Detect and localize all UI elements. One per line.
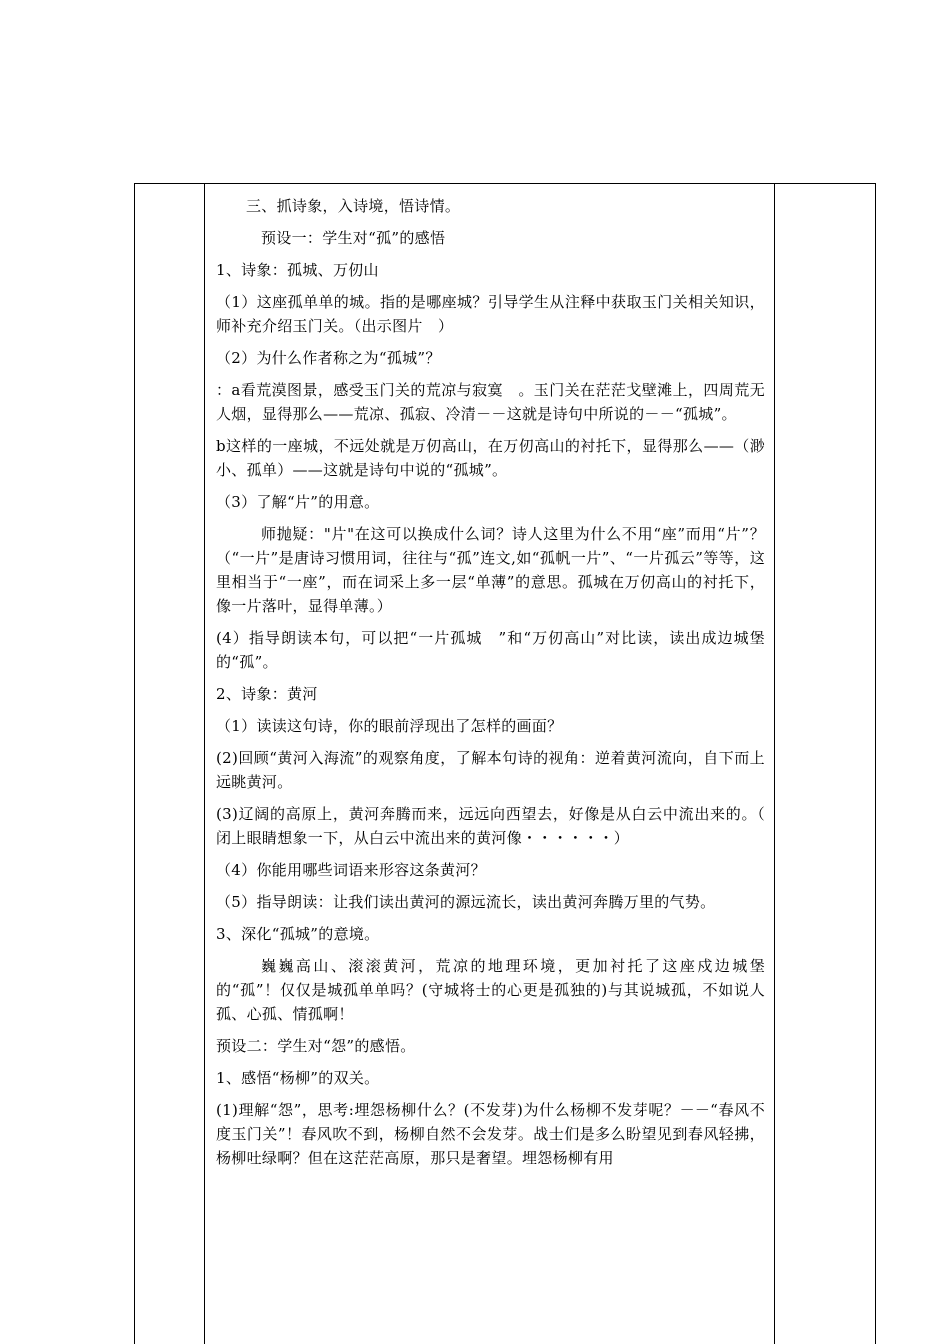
lesson-plan-table [134, 183, 876, 1344]
willow-heading: 1、感悟“杨柳”的双关。 [216, 1069, 380, 1087]
paragraph: 巍巍高山、滚滚黄河，荒凉的地理环境，更加衬托了这座戍边城堡的“孤”！仅仅是城孤单单吗？(守城将士的心更是孤独的)与其说城孤，不如说人孤、心孤、情孤啊！ [216, 957, 765, 1023]
paragraph: (3)辽阔的高原上，黄河奔腾而来，远远向西望去，好像是从白云中流出来的。（ 闭上眼睛想象一下，从白云中流出来的黄河像・・・・・・） [216, 805, 765, 847]
paragraph: ：a看荒漠图景，感受玉门关的荒凉与寂寞 。玉门关在茫茫戈壁滩上，四周荒无人烟，显得那么——荒凉、孤寂、冷清－－这就是诗句中所说的－－“孤城”。 [216, 381, 765, 423]
poem-image-heading-1: 1、诗象：孤城、万仞山 [216, 261, 379, 279]
paragraph: 师抛疑："片"在这可以换成什么词？诗人这里为什么不用“座”而用“片”？（“一片”是唐诗习惯用词，往往与“孤”连文,如“孤帆一片”、“一片孤云”等等，这里相当于“一座”，而在词采上多一层“单薄”的意思。孤城在万仞高山的衬托下，像一片落叶，显得单薄。） [216, 525, 765, 615]
paragraph: (2)回顾“黄河入海流”的观察角度，了解本句诗的视角：逆着黄河流向，自下而上远眺黄河。 [216, 749, 765, 791]
preset-two-heading: 预设二：学生对“怨”的感悟。 [216, 1037, 416, 1055]
section-heading: 三、抓诗象，入诗境，悟诗情。 [246, 197, 461, 215]
paragraph: (4）指导朗读本句，可以把“一片孤城 ”和“万仞高山”对比读，读出成边城堡的“孤”。 [216, 629, 765, 671]
paragraph: （1）读读这句诗，你的眼前浮现出了怎样的画面？ [216, 717, 563, 735]
paragraph: （2）为什么作者称之为“孤城”？ [216, 349, 441, 367]
teaching-process-cell [205, 184, 773, 1178]
column-divider-2 [774, 184, 775, 1344]
paragraph: b这样的一座城，不远处就是万仞高山，在万仞高山的衬托下，显得那么——（渺小、孤单）——这就是诗句中说的“孤城”。 [216, 437, 765, 479]
paragraph: (1)理解“怨”，思考:埋怨杨柳什么？(不发芽)为什么杨柳不发芽呢？－－“春风不度玉门关”！春风吹不到，杨柳自然不会发芽。战士们是多么盼望见到春风轻拂，杨柳吐绿啊？但在这茫茫高原，那只是奢望。埋怨杨柳有用 [216, 1101, 765, 1167]
paragraph: （5）指导朗读：让我们读出黄河的源远流长，读出黄河奔腾万里的气势。 [216, 893, 716, 911]
deepen-heading: 3、深化“孤城”的意境。 [216, 925, 380, 943]
paragraph: （1）这座孤单单的城。指的是哪座城？引导学生从注释中获取玉门关相关知识，师补充介绍玉门关。（出示图片 ） [216, 293, 765, 335]
poem-image-heading-2: 2、诗象：黄河 [216, 685, 318, 703]
preset-one-heading: 预设一：学生对“孤”的感悟 [261, 229, 446, 247]
paragraph: （4）你能用哪些词语来形容这条黄河？ [216, 861, 486, 879]
paragraph: （3）了解“片”的用意。 [216, 493, 380, 511]
